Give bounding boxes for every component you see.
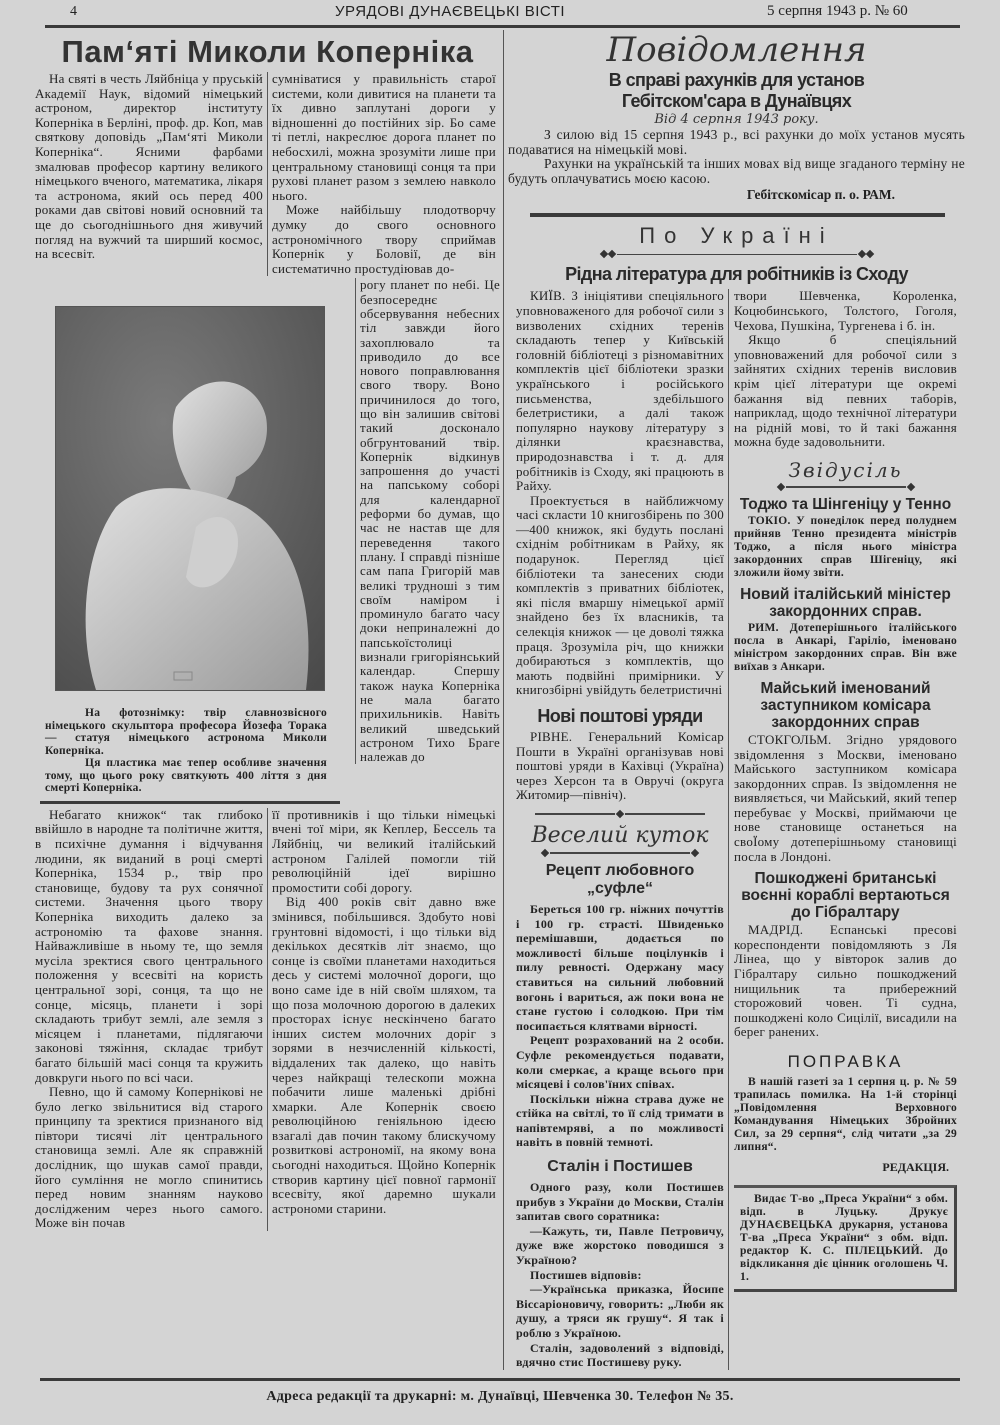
- paragraph: Рецепт розрахований на 2 особи. Суфле рекомендується подавати, коли смеркає, а краще всього при місяцеві і солов'їних співах.: [516, 1033, 724, 1092]
- paragraph: Береться 100 гр. ніжних почуттів і 100 гр. страсті. Швиденько перемішавши, додається по можливості більше поцілунків і пилу ревності. Одержану масу ставиться на сильний любовний вогонь і вариться, аж поки вона не стане густою і солодкою. При тім посипається клятвами вірності.: [516, 901, 724, 1033]
- caption-text: На фотознімку: твір славнозвісного німецького скульптора професора Йозефа Торака — статуя німецького астронома Миколи Коперніка.: [45, 707, 327, 757]
- paragraph: Певно, що й самому Коперніковi не було легко звільнитися від старого принципу та зректися признаного від півтори тисячі літ центрального становища землі. Але як справжній дослідник, що шукав самої правди, його сумління не могло спинитись перед новим знанням науково дослідженим через нього самого. Може він почав: [35, 1084, 263, 1231]
- paragraph: Небагато книжок“ так глибоко ввійшло в народне та політичне життя, в психічне думання і відчування людини, як виданий в році смерті Коперніка, 1534 р., твір про становище, будову та рух сонячної системи. Значення цього твору Коперніка виходить далеко за астрономію та фахове знання. Найважливіше в ньому те, що земля мусіла зректися свого центрального положення у всесвіті на користь центральної зорі, сонця, та що не сонце, місяць, планети і зорі складають трибут землі, але земля з місяцем і планетами, підлягаючи законові тяжіння, складає трибут багато більшій масі сонця та кружить довкруги нього по всі часи.: [35, 806, 263, 1085]
- article-bottom-left: [35, 808, 263, 1231]
- stalin-headline: Сталін і Постишев: [547, 1158, 693, 1176]
- paragraph: Одного разу, коли Постишев прибув з України до Москви, Сталін запитав свого соратника:: [516, 1180, 724, 1224]
- humor-section-title: Веселий куток: [531, 822, 709, 848]
- notice-rule: [530, 213, 945, 217]
- notice-signature: Гебітскомісар п. о. РАМ.: [746, 187, 895, 203]
- notice-text: Рахунки на українській та інших мовах від вище згаданого терміну не будуть оплачуватись моєю касою.: [508, 156, 965, 186]
- section-title: По Україні: [639, 223, 834, 249]
- masthead: [0, 0, 1000, 30]
- notice-text: З силою від 15 серпня 1943 р., всі рахунки до моїх установ мусять подаватися на німецькій мові.: [508, 127, 965, 157]
- ornament-divider: [542, 850, 698, 856]
- copernicus-article: [35, 30, 500, 1370]
- paragraph: —Українська приказка, Йосипе Віссаріоновичу, говорить: „Люби як душу, а тряси як грушу“. Я так і роблю з Україною.: [516, 1282, 724, 1340]
- paragraph: —Кажуть, ти, Павле Петровичу, дуже вже жорстоко поводишся з Україною?: [516, 1223, 724, 1268]
- section-rule: [40, 801, 340, 804]
- news-text: ТОКІО. У понеділок перед полуднем прийняв Тенно президента міністрів Тоджо, а після нього міністра закордонних справ Шігеніцу, які зложили йому звіти.: [734, 514, 957, 579]
- paragraph: Може найбільшу плодотворчу думку до свого основного астрономічного твору сприймав Копернік у Боловії, де він систематично простудіював до-: [272, 202, 496, 276]
- world-section-title: Звідусіль: [788, 457, 903, 482]
- paragraph: Сталін, задоволений з відповіді, вдячно стис Постишеву руку.: [516, 1340, 724, 1370]
- article-title: Пам‘яті Миколи Коперніка: [61, 34, 474, 69]
- paragraph: Проектується в найближчому часі скласти 10 книгозбірень по 300—400 книжок, які будуть послані східнім робітникам в Райху, як подарунок. Перегляд цієї бібліотеки та занесених сюди комплектів з приватних бібліотек, які після вмаршу німецької армії знайдено без їх власників, та селекція книжок — це доволі тяжка праця. Зрозуміла річ, що книжки добираються з комплектів, що мають подвійні примірники. У книгозбірні увійдуть белетристичні: [516, 492, 724, 698]
- footer-address: Адреса редакції та друкарні: м. Дунаївці, Шевченка 30. Телефон № 35.: [40, 1378, 960, 1405]
- paragraph: Від 400 років світ давно вже змінився, побільшився. Здобуто нові грунтовні відомості, і що тільки від декількох десятків літ знаємо, що сонце із своїми планетами находиться десь у системі молочної дороги, що воно саме іде в ній своїм шляхом, та що поза молочною дорогою в далеких просторах існує нескінчено багато інших систем молочних доріг з зорями в незчисленній кількості, віддалених так далеко, що навіть через найкращі телескопи можна побачити лише маленькі дрібні хмарки. Але Копернік своєю революційною геніяльною ідеєю взагалі дав почин такому блискучому розвиткові астрономії, на якому вона сьогодні находиться. Щойно Копернік створив картину цієї повної гармонії всесвіту, якої даремно шукали астрономи старини.: [272, 894, 496, 1216]
- news-text: РИМ. Дотеперішнього італійського посла в Анкарі, Гаріліо, іменовано міністром закордонних справ. Він вже виїхав з Анкари.: [734, 621, 957, 673]
- news-headline: Новий італійський міністер закордонних справ.: [740, 585, 951, 620]
- photo-block: [35, 278, 335, 795]
- newspaper-title: УРЯДОВІ ДУНАЄВЕЦЬКІ ВІСТІ: [335, 3, 566, 20]
- article-col1: На святі в честь Ляйбніца у пруській Академії Наук, відомий німецький астроном, директор інституту Коперніка в Берліні, проф. др. Коп, мав святкову доповідь „Пам‘яті Миколи Коперніка“. Ясними фарбами змалював професор картину великого німецького вченого, математика, лікаря та астронома, який ось перед 400 роками дав світові новий основний та ще до сьогоднішнього дня живучий погляд на вужчий та ширший космос, на всесвіт.: [35, 71, 263, 262]
- imprint-box: [734, 1185, 957, 1292]
- article-middle-row: [35, 278, 500, 795]
- ornament-divider: [508, 251, 965, 257]
- article-bottom-right: [267, 808, 496, 1231]
- paragraph: твори Шевченка, Короленка, Коцюбинського, Толстого, Гоголя, Чехова, Пушкіна, Тургенева і б. ін.: [734, 288, 957, 333]
- paragraph: її противників і що тільки німецькі вчені тої міри, як Кеплер, Бессель та Ляйбніц, чи великий італійський астроном Галілей помогли тій революційній ідеї вирішно промостити собі дорогу.: [272, 806, 496, 895]
- issue-date: 5 серпня 1943 р. № 60: [767, 3, 908, 19]
- imprint-text: Видає Т-во „Преса України“ з обм. відп. в Луцьку. Друкує ДУНАЄВЕЦЬКА друкарня, установа Т-ва „Преса України“ з обм. відп. редактор К. С. ПІЛЕЦЬКИЙ. До відкликання діє цінник оголошень Ч. 1.: [740, 1193, 948, 1283]
- paragraph: РІВНЕ. Генеральний Комісар Пошти в Україні організував нові поштові уряди в Кахівці (Україна) через Херсон та в Овручі (округа Житомир—північ).: [516, 729, 724, 803]
- section-ukraine: [508, 223, 965, 263]
- statue-photo: [55, 306, 325, 691]
- post-headline: Нові поштові уряди: [537, 706, 703, 726]
- recipe-headline: Рецепт любовного „суфле“: [545, 861, 695, 897]
- lit-headline: Рідна література для робітників із Сходу: [565, 264, 908, 285]
- notice: [508, 30, 965, 203]
- ornament-divider: [535, 811, 705, 817]
- notice-subtitle: В справі рахунків для установ Гебітском'сара в Дунаївцях: [608, 70, 865, 111]
- correction-text: В нашій газеті за 1 серпня ц. р. № 59 трапилась помилка. На 1-й сторінці „Повідомлення Верховного Командування Німецьких Збройних Сил, за 29 серпня“, слід читати „за 29 липня“.: [734, 1076, 957, 1153]
- page-body: [0, 30, 1000, 1370]
- right-half: [503, 30, 965, 1370]
- caption-text: Ця пластика має тепер особливе значення тому, що цього року святкують 400 ліття з дня смерті Коперніка.: [45, 757, 327, 795]
- ornament-divider: [778, 484, 914, 490]
- article-narrow-col: рогу планет по небі. Це безпосереднє обсервування небесних тіл завжди його захоплювало та приводило до все нового поправлювання свого твору. Воно причинилося до того, що він залишив світові такий досконало обгрунтований твір. Копернік відкинув запрошення до участі на папському соборі для календарної реформи бо думав, що час не настав ще для переведення такого плану. І справді пізніше сам папа Григорій мав великі трудноші з тим своїм наміром і проминуло багато часу доки неприналежні до папськоїстолиці визнали григоріянський календар. Спершу також наука Коперніка не мала багато прихильників. Навіть великий шведський астроном Тихо Браге належав до: [355, 278, 500, 764]
- news-headline: Майський іменований заступником комісара закордонних справ: [760, 679, 931, 731]
- notice-date: Від 4 серпня 1943 року.: [654, 112, 819, 127]
- correction-title: ПОПРАВКА: [787, 1052, 904, 1071]
- header-rule: [45, 25, 960, 28]
- correction-signature: РЕДАКЦІЯ.: [882, 1160, 949, 1174]
- paragraph: Постишев відповів:: [530, 1267, 642, 1282]
- right-columns: [508, 289, 965, 1369]
- column-b: [728, 289, 962, 1369]
- news-headline: Тоджо та Шінгеніцу у Тенно: [739, 495, 952, 513]
- page-number: 4: [70, 4, 77, 19]
- paragraph: Поскільки ніжна страва дуже не стійка на світлі, то її слід тримати в напівтемряві, а по можливості навіть в повній темноті.: [516, 1091, 724, 1150]
- notice-title: Повідомлення: [606, 30, 867, 70]
- paragraph: сумніватися у правильність старої системи, коли дивитися на планети та їх дивно заплутані дороги у відношенні до постійних зір. Бо саме ті петлі, накреслює дорога планет по небосхилі, можна зрозуміти лише при центральному становищі сонця та при руховi планет разом з землею навколо нього.: [272, 71, 496, 203]
- news-headline: Пошкоджені британські воєнні кораблі вертаються до Гібралтару: [741, 870, 950, 922]
- news-text: МАДРІД. Еспанські пресові кореспонденти повідомляють з Ля Лінеа, що у вівторок залив до Гібралтару сильно пошкоджений нищильник та прибережний сторожовий човен. Ті судна, пошкоджені коло Сицілії, висадили на берег ранених.: [734, 922, 957, 1040]
- news-text: СТОКГОЛЬМ. Згідно урядового звідомлення з Москви, іменовано Майського заступником комісара закордонних справ. Із звідомлення не виявляється, чи Майський, який тепер перебуває у Москві, приймаючи це нове становище останеться на своЇому дотеперішньому становищі посла в Лондоні.: [734, 731, 957, 864]
- paragraph: Якщо б спеціяльний уповноважений для робочої сили з зайнятих східних теренів висловив крім цієї літератури ще окремі бажання від певних таборів, наприклад, щодо технічної літератури на рідній мові, то й такі бажання можна буде задовольнити.: [734, 332, 957, 450]
- article-col2-top: [267, 72, 496, 276]
- column-a: [508, 289, 728, 1369]
- article-top-row: [35, 72, 500, 276]
- paragraph: КИЇВ. З ініціятиви спеціяльного уповноваженого для робочої сили з визволених східних теренів складають тепер у Київській головній бібліотеці з різномавітних комплектів цієї бібліотеки зразки українського і російського письменства, здебільшого белетристики, а далі також популярно наукову літературу з ділянки краєзнавства, природознавства і т. д. для робітників із Сходу, які працюють в Райху.: [516, 288, 724, 494]
- photo-caption: [45, 707, 327, 795]
- article-bottom-row: [35, 808, 500, 1231]
